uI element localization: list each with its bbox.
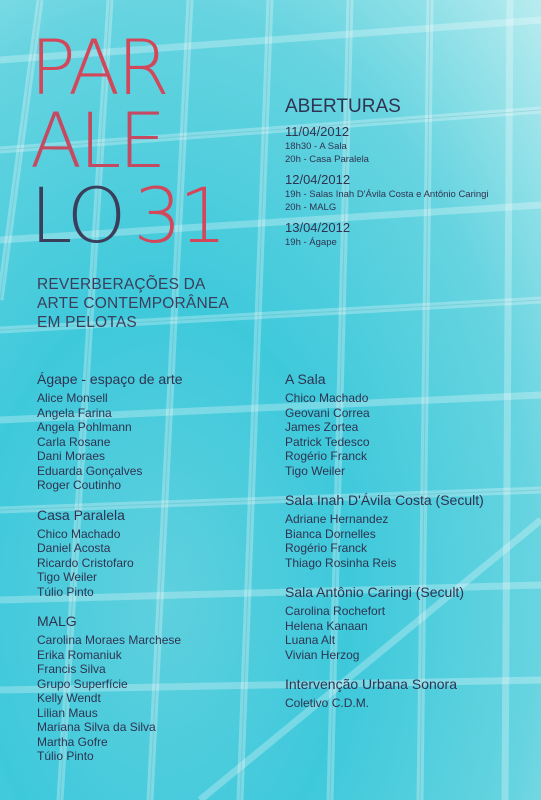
artist-name: Túlio Pinto: [37, 584, 94, 599]
venue-name: Intervenção Urbana Sonora: [285, 676, 457, 692]
artist-name: Grupo Superfície: [37, 676, 128, 691]
artist-name: Bianca Dornelles: [285, 526, 376, 541]
artist-name: Alice Monsell: [37, 391, 108, 405]
subtitle: [37, 275, 267, 332]
openings-section: [285, 96, 489, 255]
venue-sala-inah: [285, 492, 525, 570]
opening-event: 18h30 - A Sala: [285, 141, 347, 152]
venue-malg: [37, 613, 267, 764]
opening-date: 13/04/2012: [285, 220, 351, 235]
venue-intervencao-urbana: [285, 676, 525, 711]
venue-agape: [37, 371, 267, 493]
subtitle-line: ARTE CONTEMPORÂNEA: [37, 295, 229, 312]
venues-left-column: [37, 371, 267, 778]
venue-name: Sala Antônio Caringi (Secult): [285, 584, 464, 600]
artist-name: Helena Kanaan: [285, 618, 368, 633]
artist-name: Rogério Franck: [285, 449, 368, 463]
artist-name: Mariana Silva da Silva: [37, 720, 156, 734]
artist-name: Daniel Acosta: [37, 541, 111, 555]
opening-event: 19h - Salas Inah D'Ávila Costa e Antônio Caringi: [285, 189, 489, 200]
opening-event: 20h - Casa Paralela: [285, 154, 369, 165]
artist-name: Tigo Weiler: [37, 570, 98, 584]
artist-name: Ricardo Cristofaro: [37, 555, 134, 570]
artist-name: Luana Alt: [285, 633, 336, 647]
artist-name: Kelly Wendt: [37, 691, 101, 705]
artist-name: Martha Gofre: [37, 734, 108, 749]
opening-event: 20h - MALG: [285, 202, 337, 213]
venue-a-sala: [285, 371, 525, 478]
artist-name: Carolina Rochefort: [285, 604, 386, 618]
artist-name: Eduarda Gonçalves: [37, 463, 143, 478]
subtitle-line: REVERBERAÇÕES DA: [37, 276, 206, 293]
artist-name: Dani Moraes: [37, 449, 106, 463]
title-number: 31: [133, 171, 225, 260]
artist-name: Carolina Moraes Marchese: [37, 633, 182, 647]
artist-name: Rogério Franck: [285, 541, 368, 555]
artist-name: Patrick Tedesco: [285, 434, 370, 449]
opening-day: [285, 220, 489, 249]
opening-date: 12/04/2012: [285, 172, 351, 187]
venue-name: Casa Paralela: [37, 506, 125, 523]
venue-sala-antonio-caringi: [285, 584, 525, 662]
artist-name: Vivian Herzog: [285, 647, 360, 662]
opening-date: 11/04/2012: [285, 124, 350, 139]
artist-name: Tigo Weiler: [285, 463, 346, 478]
title-line-3-letters: LO: [30, 171, 124, 260]
artist-name: Carla Rosane: [37, 434, 111, 449]
title-line-3: [30, 171, 225, 260]
artist-name: Roger Coutinho: [37, 478, 122, 492]
venues-right-column: [285, 371, 525, 725]
artist-name: Thiago Rosinha Reis: [285, 555, 397, 570]
venue-casa-paralela: [37, 507, 267, 600]
opening-day: [285, 172, 489, 214]
venue-name: Ágape - espaço de arte: [37, 371, 183, 387]
artist-name: Geovani Correa: [285, 405, 370, 420]
artist-name: Francis Silva: [37, 662, 106, 676]
artist-name: Angela Farina: [37, 405, 112, 420]
openings-heading: ABERTURAS: [285, 96, 401, 117]
venue-name: Sala Inah D'Ávila Costa (Secult): [285, 492, 484, 508]
opening-event: 19h - Ágape: [285, 237, 337, 248]
artist-name: Túlio Pinto: [37, 749, 94, 763]
artist-name: James Zortea: [285, 420, 359, 434]
venue-name: MALG: [37, 613, 77, 629]
title-line-1: PAR: [30, 23, 167, 112]
artist-name: Adriane Hernandez: [285, 512, 389, 526]
artist-name: Angela Pohlmann: [37, 420, 132, 434]
artist-name: Chico Machado: [285, 391, 369, 405]
title-line-2: ALE: [30, 96, 164, 185]
subtitle-line: EM PELOTAS: [37, 314, 137, 331]
venue-name: A Sala: [285, 371, 326, 387]
opening-day: [285, 124, 489, 166]
artist-name: Coletivo C.D.M.: [285, 696, 370, 710]
artist-name: Chico Machado: [37, 526, 121, 541]
artist-name: Erika Romaniuk: [37, 647, 122, 662]
artist-name: Lilian Maus: [37, 705, 98, 720]
